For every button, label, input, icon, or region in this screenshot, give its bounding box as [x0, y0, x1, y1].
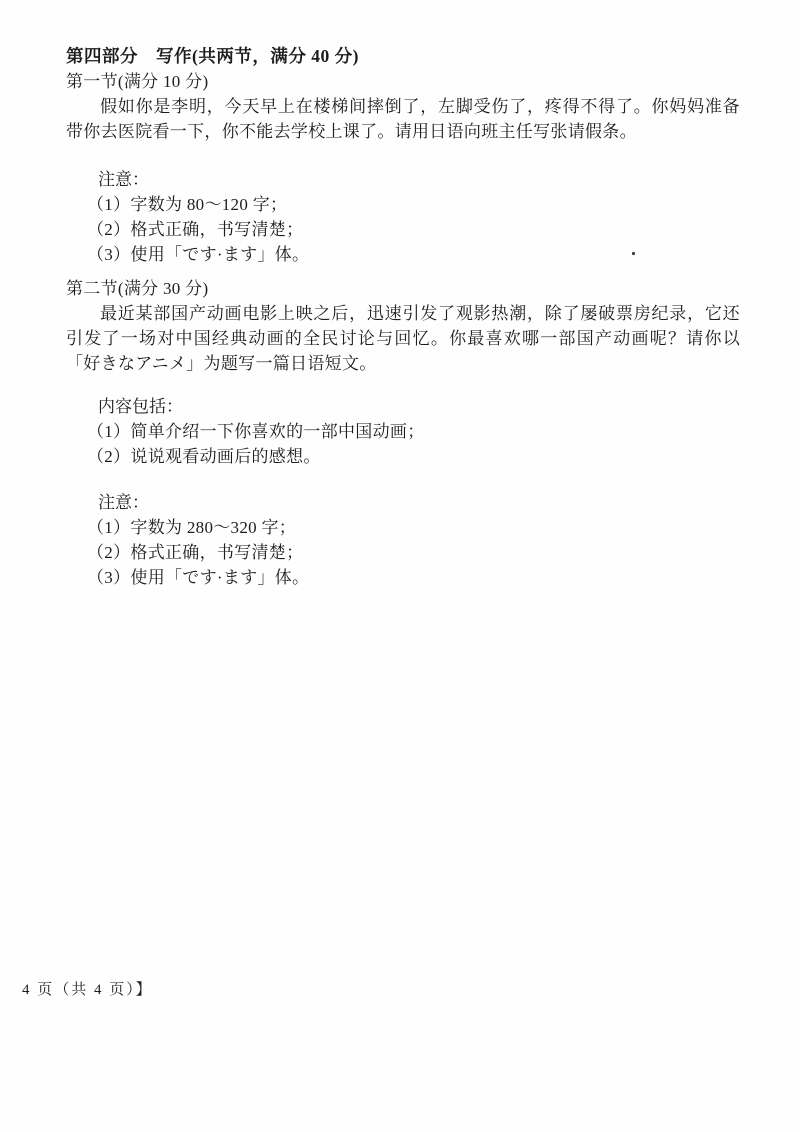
content-item: （2）说说观看动画后的感想。 [87, 447, 321, 466]
section-one-heading: 第一节(满分 10 分) [66, 72, 209, 91]
content-label: 内容包括： [98, 397, 183, 416]
page-number-footer: 4 页（共 4 页）】 [22, 982, 153, 998]
scan-speck [632, 252, 635, 255]
notes-label: 注意： [98, 170, 149, 189]
section-one-notes [66, 167, 740, 267]
note-item: （2）格式正确，书写清楚； [87, 220, 304, 239]
note-item: （3）使用「です·ます」体。 [87, 568, 310, 587]
note-item: （3）使用「です·ます」体。 [87, 245, 310, 264]
note-item: （1）字数为 280～320 字； [87, 518, 297, 537]
section-two-prompt: 最近某部国产动画电影上映之后，迅速引发了观影热潮，除了屡破票房纪录，它还引发了一场对中国经典动画的全民讨论与回忆。你最喜欢哪一部国产动画呢？请你以「好きなアニメ」为题写一篇日语短文。 [66, 304, 740, 373]
section-one-prompt: 假如你是李明，今天早上在楼梯间摔倒了，左脚受伤了，疼得不得了。你妈妈准备带你去医院看一下，你不能去学校上课了。请用日语向班主任写张请假条。 [66, 97, 740, 141]
section-two-notes [66, 490, 740, 590]
part-four-title: 第四部分 写作(共两节，满分 40 分) [66, 46, 359, 66]
notes-label: 注意： [98, 493, 149, 512]
note-item: （1）字数为 80～120 字； [87, 195, 288, 214]
section-two-content-list [66, 394, 740, 469]
page-content [66, 44, 740, 590]
content-item: （1）简单介绍一下你喜欢的一部中国动画； [87, 422, 425, 441]
note-item: （2）格式正确，书写清楚； [87, 543, 304, 562]
section-two-heading: 第二节(满分 30 分) [66, 279, 209, 298]
